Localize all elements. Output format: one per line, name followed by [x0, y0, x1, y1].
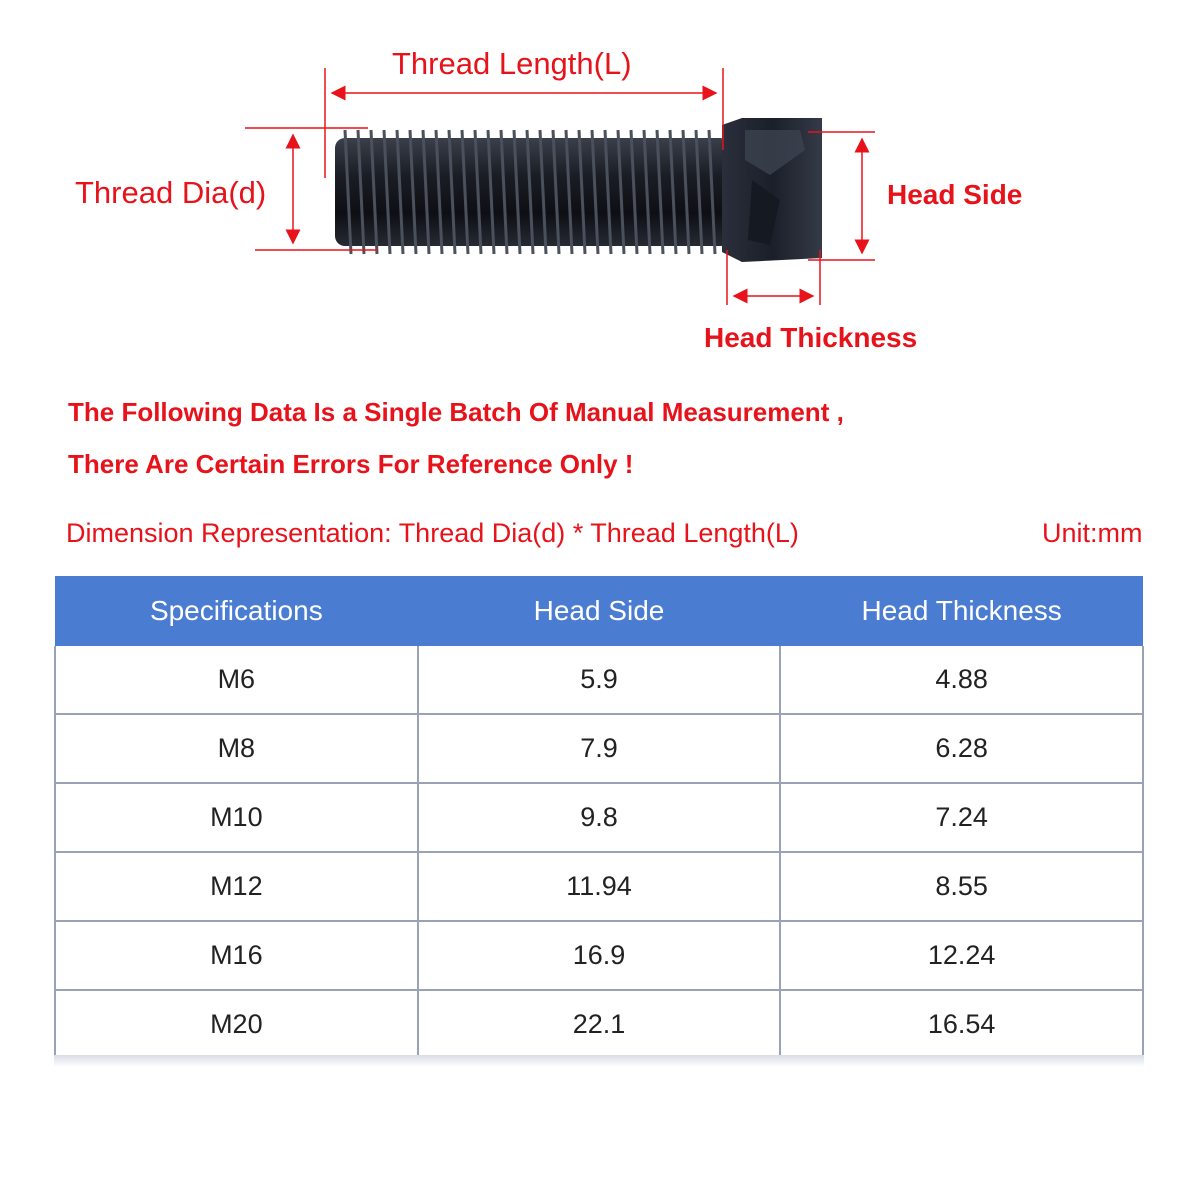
cell-head-side: 11.94: [418, 852, 781, 921]
table-row: [55, 921, 1143, 990]
cell-specification: M6: [55, 646, 418, 714]
unit-note: Unit:mm: [1042, 518, 1143, 548]
head-side-label: Head Side: [887, 179, 1023, 210]
screw-image: [335, 118, 822, 262]
cell-specification: M10: [55, 783, 418, 852]
cell-specification: M8: [55, 714, 418, 783]
cell-head-side: 9.8: [418, 783, 781, 852]
header-head-side: Head Side: [418, 576, 781, 646]
cell-head-side: 16.9: [418, 921, 781, 990]
header-specifications: Specifications: [55, 576, 418, 646]
specifications-table: [54, 576, 1144, 1060]
cell-specification: M20: [55, 990, 418, 1059]
cell-head-thickness: 16.54: [780, 990, 1143, 1059]
header-head-thickness: Head Thickness: [780, 576, 1143, 646]
measurement-note-line1: The Following Data Is a Single Batch Of Manual Measurement ,: [68, 397, 844, 427]
dimension-representation-note: Dimension Representation: Thread Dia(d) * Thread Length(L): [66, 518, 799, 548]
thread-dia-label: Thread Dia(d): [75, 175, 267, 210]
table-row: [55, 714, 1143, 783]
head-thickness-label: Head Thickness: [704, 322, 918, 353]
table-row: [55, 852, 1143, 921]
cell-head-thickness: 7.24: [780, 783, 1143, 852]
cell-head-thickness: 12.24: [780, 921, 1143, 990]
cell-head-side: 22.1: [418, 990, 781, 1059]
table-row: [55, 783, 1143, 852]
table-row: [55, 646, 1143, 714]
cell-head-thickness: 8.55: [780, 852, 1143, 921]
cell-head-thickness: 6.28: [780, 714, 1143, 783]
cell-head-thickness: 4.88: [780, 646, 1143, 714]
cell-head-side: 7.9: [418, 714, 781, 783]
table-row: [55, 990, 1143, 1059]
thread-length-label: Thread Length(L): [392, 46, 632, 81]
table-bottom-shadow: [54, 1055, 1144, 1067]
measurement-note-line2: There Are Certain Errors For Reference Only !: [68, 449, 634, 479]
cell-specification: M12: [55, 852, 418, 921]
cell-head-side: 5.9: [418, 646, 781, 714]
cell-specification: M16: [55, 921, 418, 990]
table-header-row: [55, 576, 1143, 646]
